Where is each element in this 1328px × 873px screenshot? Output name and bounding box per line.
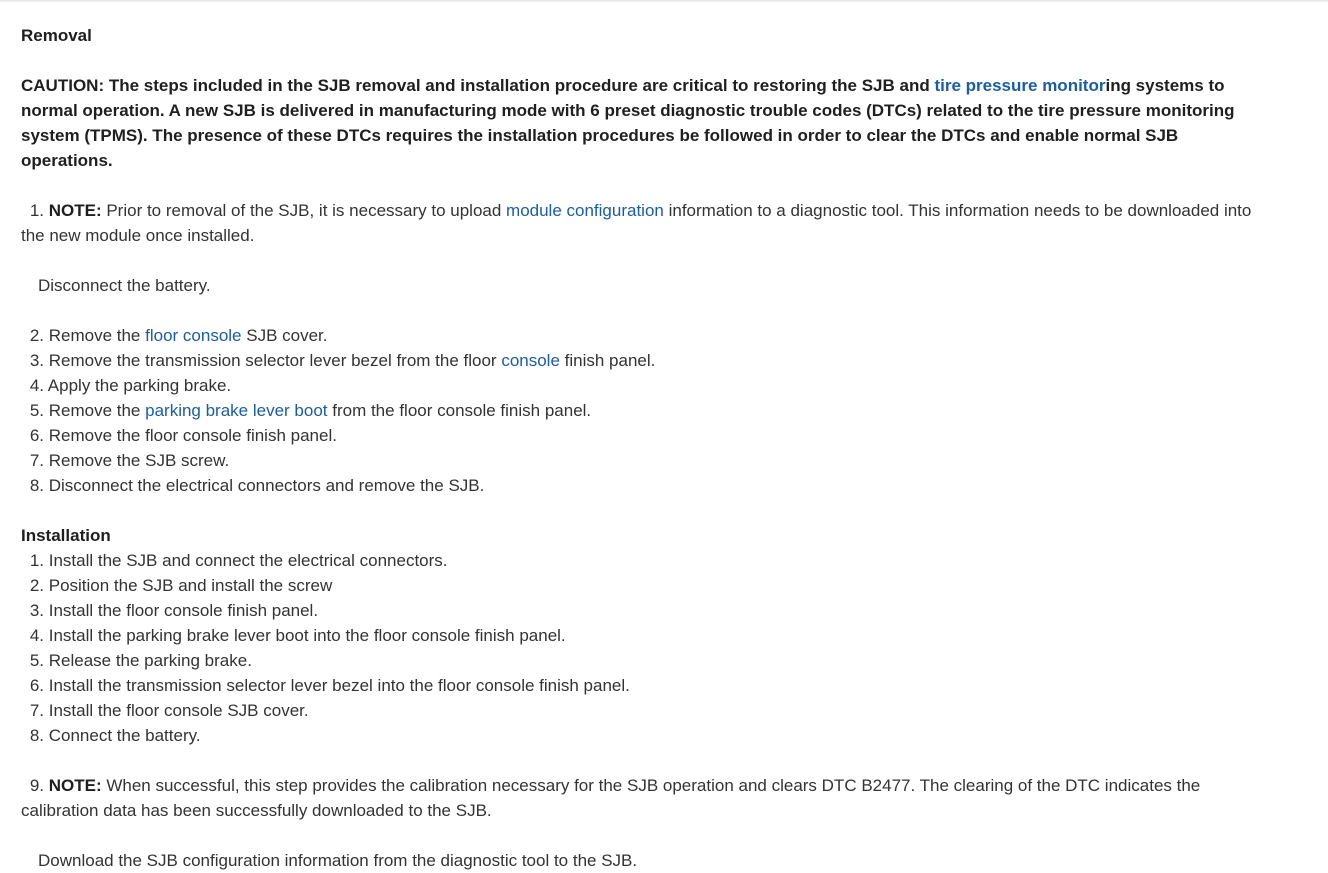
step-text: Release the parking brake. [48, 651, 252, 670]
floor-console-link[interactable]: floor console [145, 326, 242, 345]
step-number: 5. [29, 401, 44, 420]
list-item [21, 723, 1261, 748]
step-number: 7. [29, 701, 44, 720]
parking-brake-lever-boot-link[interactable]: parking brake lever boot [145, 401, 328, 420]
list-item [21, 398, 1261, 423]
caution-paragraph [21, 73, 1261, 173]
list-item [21, 623, 1261, 648]
caution-text-end: ing systems to normal operation. A new SJB is delivered in manufacturing mode with 6 preset diagnostic trouble codes (DTCs) related to the tire pressure monitoring system (TPMS). The presence of these DTCs requires the installation procedures be followed in order to clear the DTCs and enable normal SJB operations. [21, 76, 1235, 170]
list-item [21, 423, 1261, 448]
step-text: Disconnect the electrical connectors and remove the SJB. [48, 476, 485, 495]
caution-text-start: CAUTION: The steps included in the SJB removal and installation procedure are critical to restoring the SJB and [21, 76, 935, 95]
step-number: 5. [29, 651, 44, 670]
step-number: 1. [29, 201, 44, 220]
step-number: 3. [29, 601, 44, 620]
step-text: Install the transmission selector lever bezel into the floor console finish panel. [48, 676, 630, 695]
list-item [21, 323, 1261, 348]
step-text-end: from the floor console finish panel. [327, 401, 592, 420]
step-number: 4. [29, 626, 44, 645]
installation-steps-list [21, 548, 1261, 748]
step-text: Remove the [48, 401, 146, 420]
step-number: 2. [29, 576, 44, 595]
step-text: Install the parking brake lever boot into the floor console finish panel. [48, 626, 566, 645]
step-text: Remove the SJB screw. [48, 451, 230, 470]
step-number: 3. [29, 351, 44, 370]
removal-step-1 [21, 198, 1261, 248]
list-item [21, 673, 1261, 698]
step-text: Prior to removal of the SJB, it is necessary to upload [101, 201, 507, 220]
step-text: Position the SJB and install the screw [48, 576, 333, 595]
step-text-end: information to a diagnostic tool. This information needs to be downloaded into the new module once installed. [21, 201, 1252, 245]
document-content [21, 23, 1261, 873]
installation-heading: Installation [21, 526, 111, 545]
step-number: 7. [29, 451, 44, 470]
removal-heading: Removal [21, 26, 92, 45]
step-number: 1. [29, 551, 44, 570]
disconnect-battery-action: Disconnect the battery. [38, 276, 211, 295]
download-configuration-action: Download the SJB configuration information from the diagnostic tool to the SJB. [38, 851, 638, 870]
list-item [21, 348, 1261, 373]
step-text: When successful, this step provides the calibration necessary for the SJB operation and clears DTC B2477. The clearing of the DTC indicates the calibration data has been successfully downloaded to the SJB. [21, 776, 1201, 820]
top-shadow [0, 0, 1328, 3]
step-text: Apply the parking brake. [47, 376, 232, 395]
step-text-end: SJB cover. [241, 326, 328, 345]
note-label: NOTE: [48, 776, 102, 795]
list-item [21, 548, 1261, 573]
list-item [21, 473, 1261, 498]
step-number: 6. [29, 676, 44, 695]
step-text: Connect the battery. [48, 726, 201, 745]
list-item [21, 448, 1261, 473]
module-configuration-link[interactable]: module configuration [506, 201, 664, 220]
list-item [21, 698, 1261, 723]
step-text: Install the floor console SJB cover. [48, 701, 309, 720]
list-item [21, 598, 1261, 623]
step-text: Remove the [48, 326, 146, 345]
step-number: 8. [29, 726, 44, 745]
console-link[interactable]: console [501, 351, 560, 370]
list-item [21, 648, 1261, 673]
list-item [21, 373, 1261, 398]
step-number: 4. [29, 376, 44, 395]
note-label: NOTE: [48, 201, 102, 220]
step-text: Remove the floor console finish panel. [48, 426, 337, 445]
removal-steps-list [21, 323, 1261, 498]
step-text: Remove the transmission selector lever bezel from the floor [48, 351, 502, 370]
tire-pressure-monitor-link[interactable]: tire pressure monitor [934, 76, 1106, 95]
step-number: 9. [29, 776, 44, 795]
step-number: 6. [29, 426, 44, 445]
list-item [21, 573, 1261, 598]
step-text: Install the SJB and connect the electrical connectors. [48, 551, 448, 570]
step-text-end: finish panel. [559, 351, 656, 370]
installation-step-9 [21, 773, 1261, 823]
step-number: 2. [29, 326, 44, 345]
step-number: 8. [29, 476, 44, 495]
step-text: Install the floor console finish panel. [48, 601, 319, 620]
